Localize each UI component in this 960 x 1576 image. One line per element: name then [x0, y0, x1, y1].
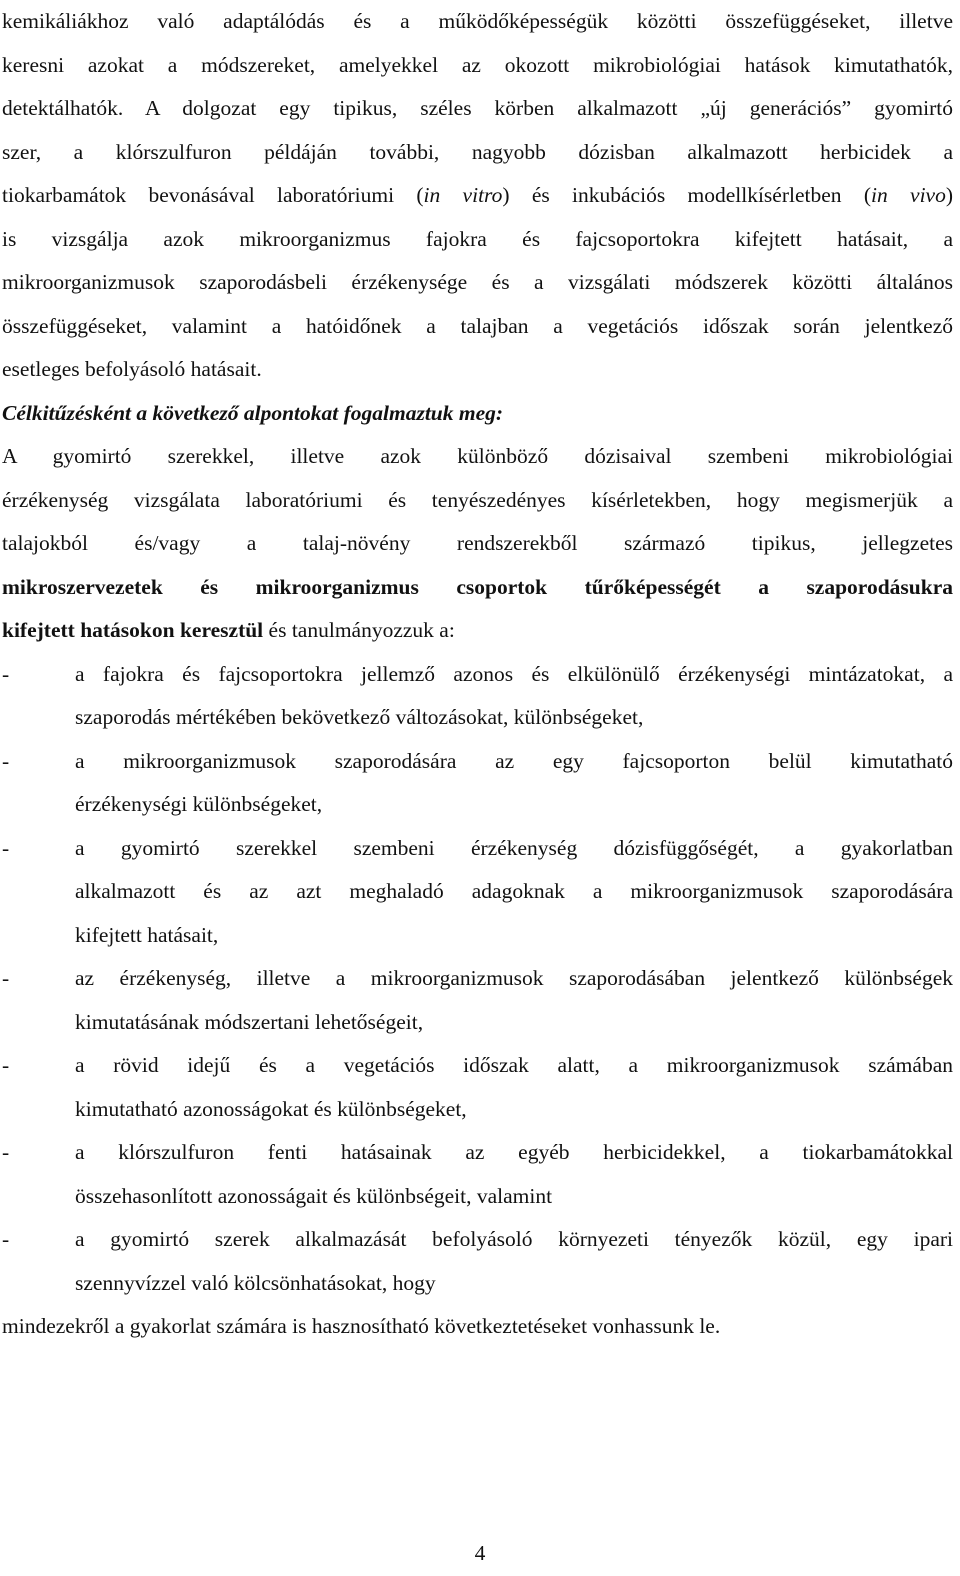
text-line: a rövid idejű és a vegetációs időszak alatt, a mikroorganizmusok számában	[75, 1053, 953, 1077]
text-line: szennyvízzel való kölcsönhatásokat, hogy	[75, 1270, 436, 1295]
text-line: A gyomirtó szerekkel, illetve azok különböző dózisaival szembeni mikrobiológiai	[2, 444, 953, 468]
closing-sentence: mindezekről a gyakorlat számára is hasznosítható következtetéseket vonhassunk le.	[2, 1314, 721, 1338]
text-line: keresni azokat a módszereket, amelyekkel az okozott mikrobiológiai hatások kimutathatók,	[2, 52, 953, 77]
list-dash: -	[2, 835, 10, 860]
list-item	[2, 827, 953, 958]
text-line: érzékenység vizsgálata laboratóriumi és tenyészedényes kísérletekben, hogy megismerjük a	[2, 487, 953, 512]
text-line: a klórszulfuron fenti hatásainak az egyéb herbicidekkel, a tiokarbamátokkal	[75, 1140, 953, 1164]
text-line: kemikáliákhoz való adaptálódás és a működőképességük közötti összefüggéseket, illetve	[2, 9, 953, 33]
text-line-bold	[2, 566, 953, 610]
text-run: tiokarbamátok bevonásával laboratóriumi (	[2, 183, 424, 207]
text-line: kimutatásának módszertani lehetőségeit,	[75, 1009, 424, 1034]
text-line: érzékenységi különbségeket,	[75, 792, 323, 816]
text-line: alkalmazott és az azt meghaladó adagoknak a mikroorganizmusok szaporodására	[75, 879, 953, 903]
page-number: 4	[474, 1541, 486, 1565]
list-dash: -	[2, 1227, 10, 1251]
list-item	[2, 740, 953, 827]
text-line: is vizsgálja azok mikroorganizmus fajokra és fajcsoportokra kifejtett hatásait, a	[2, 226, 953, 251]
bold-text-run: kifejtett hatásokon keresztül	[2, 618, 264, 642]
list-dash: -	[2, 966, 10, 990]
text-line: szer, a klórszulfuron példáján további, nagyobb dózisban alkalmazott herbicidek a	[2, 139, 953, 164]
italic-term-in-vivo: in vivo	[871, 183, 946, 207]
text-line: mikroorganizmusok szaporodásbeli érzékenysége és a vizsgálati módszerek közötti általános	[2, 270, 953, 294]
text-line: a gyomirtó szerek alkalmazását befolyásoló környezeti tényezők közül, egy ipari	[75, 1227, 953, 1251]
text-line: talajokból és/vagy a talaj-növény rendszerekből származó tipikus, jellegzetes	[2, 531, 953, 555]
goal-paragraph	[2, 435, 953, 653]
text-line: a gyomirtó szerekkel szembeni érzékenység dózisfüggőségét, a gyakorlatban	[75, 835, 953, 860]
text-line: detektálhatók. A dolgozat egy tipikus, széles körben alkalmazott „új generációs” gyomirtó	[2, 96, 953, 120]
text-line: az érzékenység, illetve a mikroorganizmusok szaporodásában jelentkező különbségek	[75, 966, 953, 990]
text-line: összehasonlított azonosságait és különbségeit, valamint	[75, 1183, 553, 1208]
intro-paragraph	[2, 0, 953, 392]
text-run: és tanulmányozzuk a:	[263, 618, 455, 642]
list-item	[2, 653, 953, 740]
text-line: kimutatható azonosságokat és különbségeket,	[75, 1096, 467, 1121]
section-heading: Célkitűzésként a következő alpontokat fogalmaztuk meg:	[2, 400, 504, 425]
list-item	[2, 957, 953, 1044]
goal-list	[2, 653, 953, 1306]
text-line: szaporodás mértékében bekövetkező változásokat, különbségeket,	[75, 705, 644, 729]
bold-text-run: mikroszervezetek és mikroorganizmus csoportok tűrőképességét a szaporodásukra	[2, 574, 953, 599]
list-dash: -	[2, 748, 10, 773]
document-page	[2, 0, 953, 1349]
list-dash: -	[2, 1053, 10, 1077]
text-line: a mikroorganizmusok szaporodására az egy fajcsoporton belül kimutatható	[75, 748, 953, 773]
list-dash: -	[2, 661, 10, 686]
text-run: ) és inkubációs modellkísérletben (	[502, 183, 871, 207]
italic-term-in-vitro: in vitro	[423, 183, 503, 207]
list-item	[2, 1131, 953, 1218]
text-line	[2, 609, 953, 653]
text-line: kifejtett hatásait,	[75, 922, 219, 947]
list-item	[2, 1218, 953, 1305]
text-line	[2, 174, 953, 218]
list-dash: -	[2, 1140, 10, 1164]
text-run: )	[945, 183, 954, 207]
list-item	[2, 1044, 953, 1131]
text-line: a fajokra és fajcsoportokra jellemző azonos és elkülönülő érzékenységi mintázatokat, a	[75, 661, 953, 686]
text-line: esetleges befolyásoló hatásait.	[2, 357, 262, 381]
text-line: összefüggéseket, valamint a hatóidőnek a talajban a vegetációs időszak során jelentkező	[2, 313, 953, 338]
